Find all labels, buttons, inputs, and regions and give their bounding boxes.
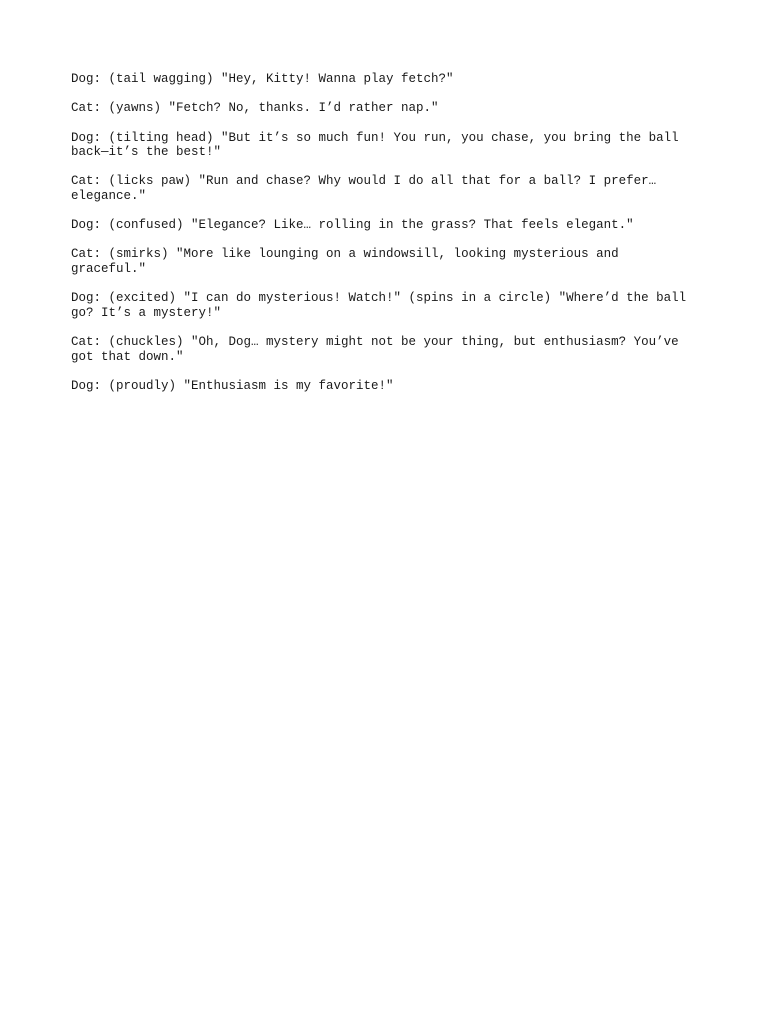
- dialogue-line-dog: Dog: (excited) "I can do mysterious! Watch!" (spins in a circle) "Where’d the ball go? It’s a mystery!": [71, 291, 687, 320]
- dialogue-line-cat: Cat: (licks paw) "Run and chase? Why would I do all that for a ball? I prefer… elegance.": [71, 174, 657, 203]
- dialogue-line-dog: Dog: (confused) "Elegance? Like… rolling in the grass? That feels elegant.": [71, 218, 634, 233]
- dialogue-line-cat: Cat: (chuckles) "Oh, Dog… mystery might not be your thing, but enthusiasm? You’ve got that down.": [71, 335, 679, 364]
- dialogue-line-dog: Dog: (proudly) "Enthusiasm is my favorite!": [71, 378, 394, 393]
- dialogue-line-cat: Cat: (smirks) "More like lounging on a windowsill, looking mysterious and graceful.": [71, 247, 619, 276]
- dialogue-line-cat: Cat: (yawns) "Fetch? No, thanks. I’d rather nap.": [71, 101, 439, 116]
- document-page: [71, 72, 699, 408]
- dialogue-line-dog: Dog: (tilting head) "But it’s so much fun! You run, you chase, you bring the ball back—it’s the best!": [71, 130, 679, 160]
- dialogue-line-dog: Dog: (tail wagging) "Hey, Kitty! Wanna play fetch?": [71, 72, 454, 86]
